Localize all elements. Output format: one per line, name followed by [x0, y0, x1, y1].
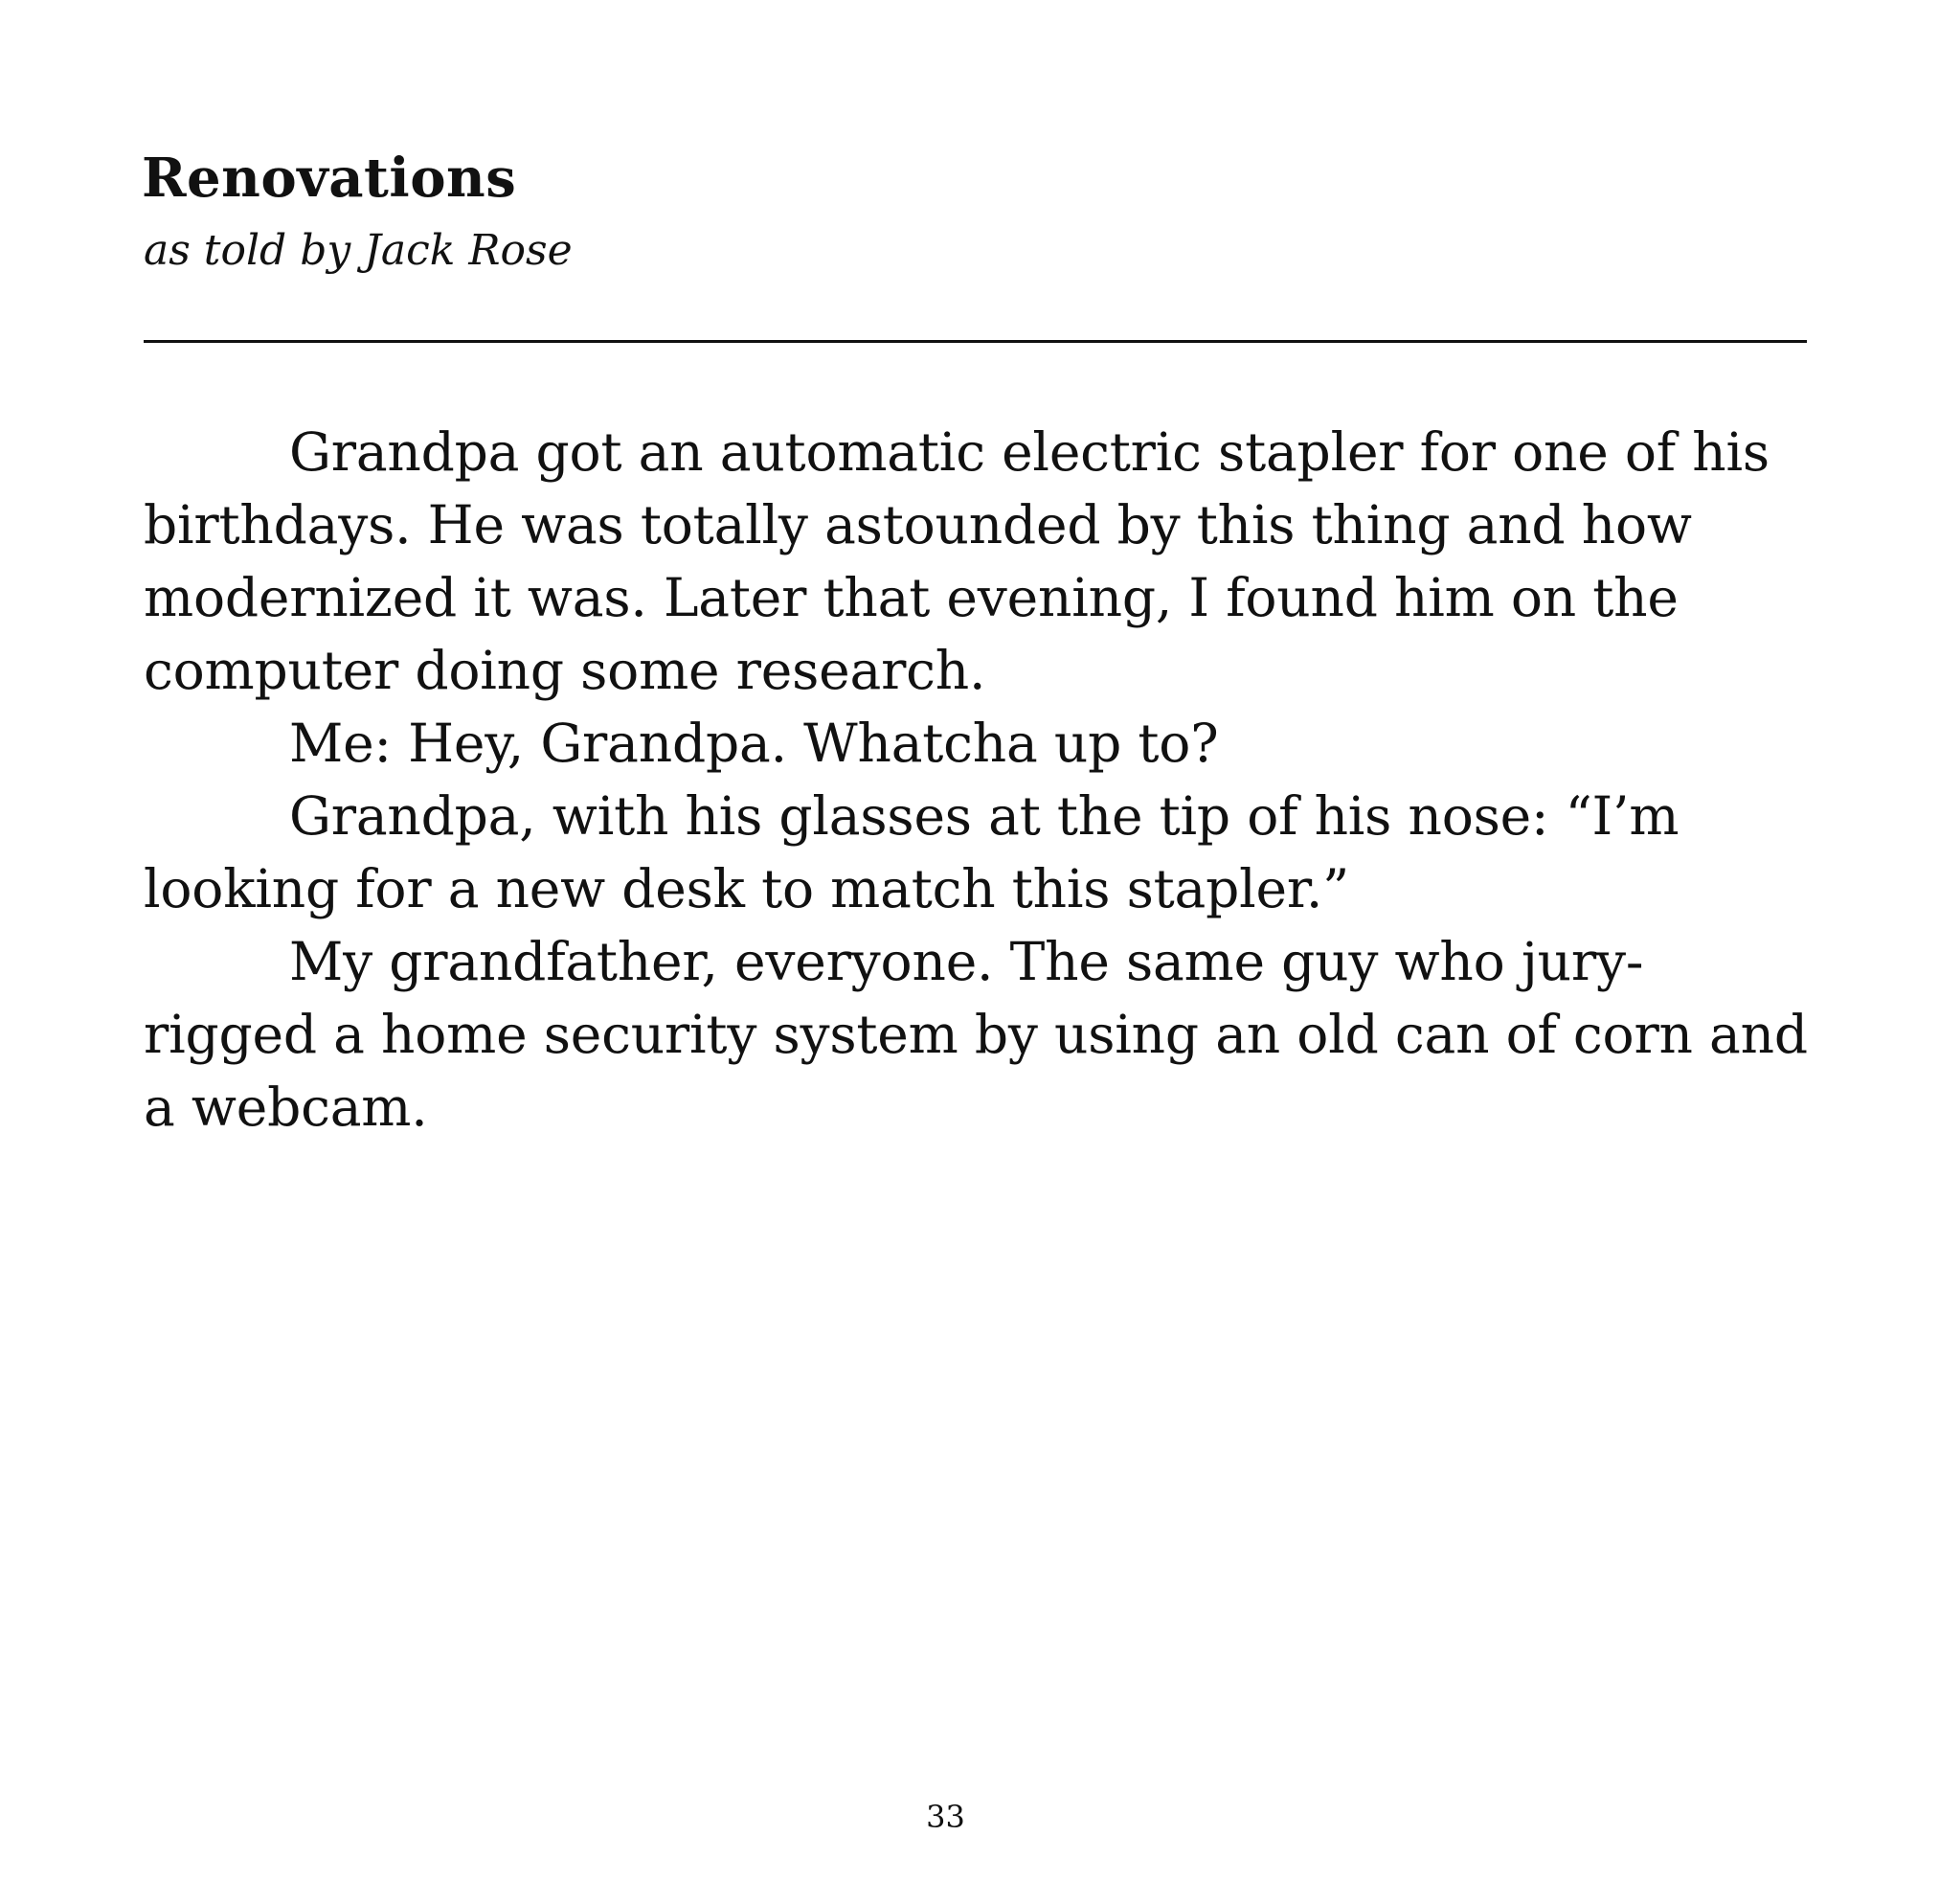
story-title: Renovations — [142, 147, 517, 210]
story-body — [144, 416, 1815, 1144]
story-paragraph: Grandpa got an automatic electric stapler for one of his birthdays. He was totally astounded by this thing and how modernized it was. Later that evening, I found him on the computer doing some research. — [144, 421, 1770, 701]
title-divider — [144, 340, 1807, 343]
story-paragraph: Grandpa, with his glasses at the tip of his nose: “I’m looking for a new desk to match this stapler.” — [144, 785, 1680, 919]
story-paragraph: My grandfather, everyone. The same guy who jury-rigged a home security system by using an old can of corn and a webcam. — [144, 931, 1808, 1138]
story-paragraph: Me: Hey, Grandpa. Whatcha up to? — [289, 713, 1219, 774]
story-byline: as told by Jack Rose — [144, 226, 573, 275]
page-number: 33 — [926, 1799, 965, 1835]
